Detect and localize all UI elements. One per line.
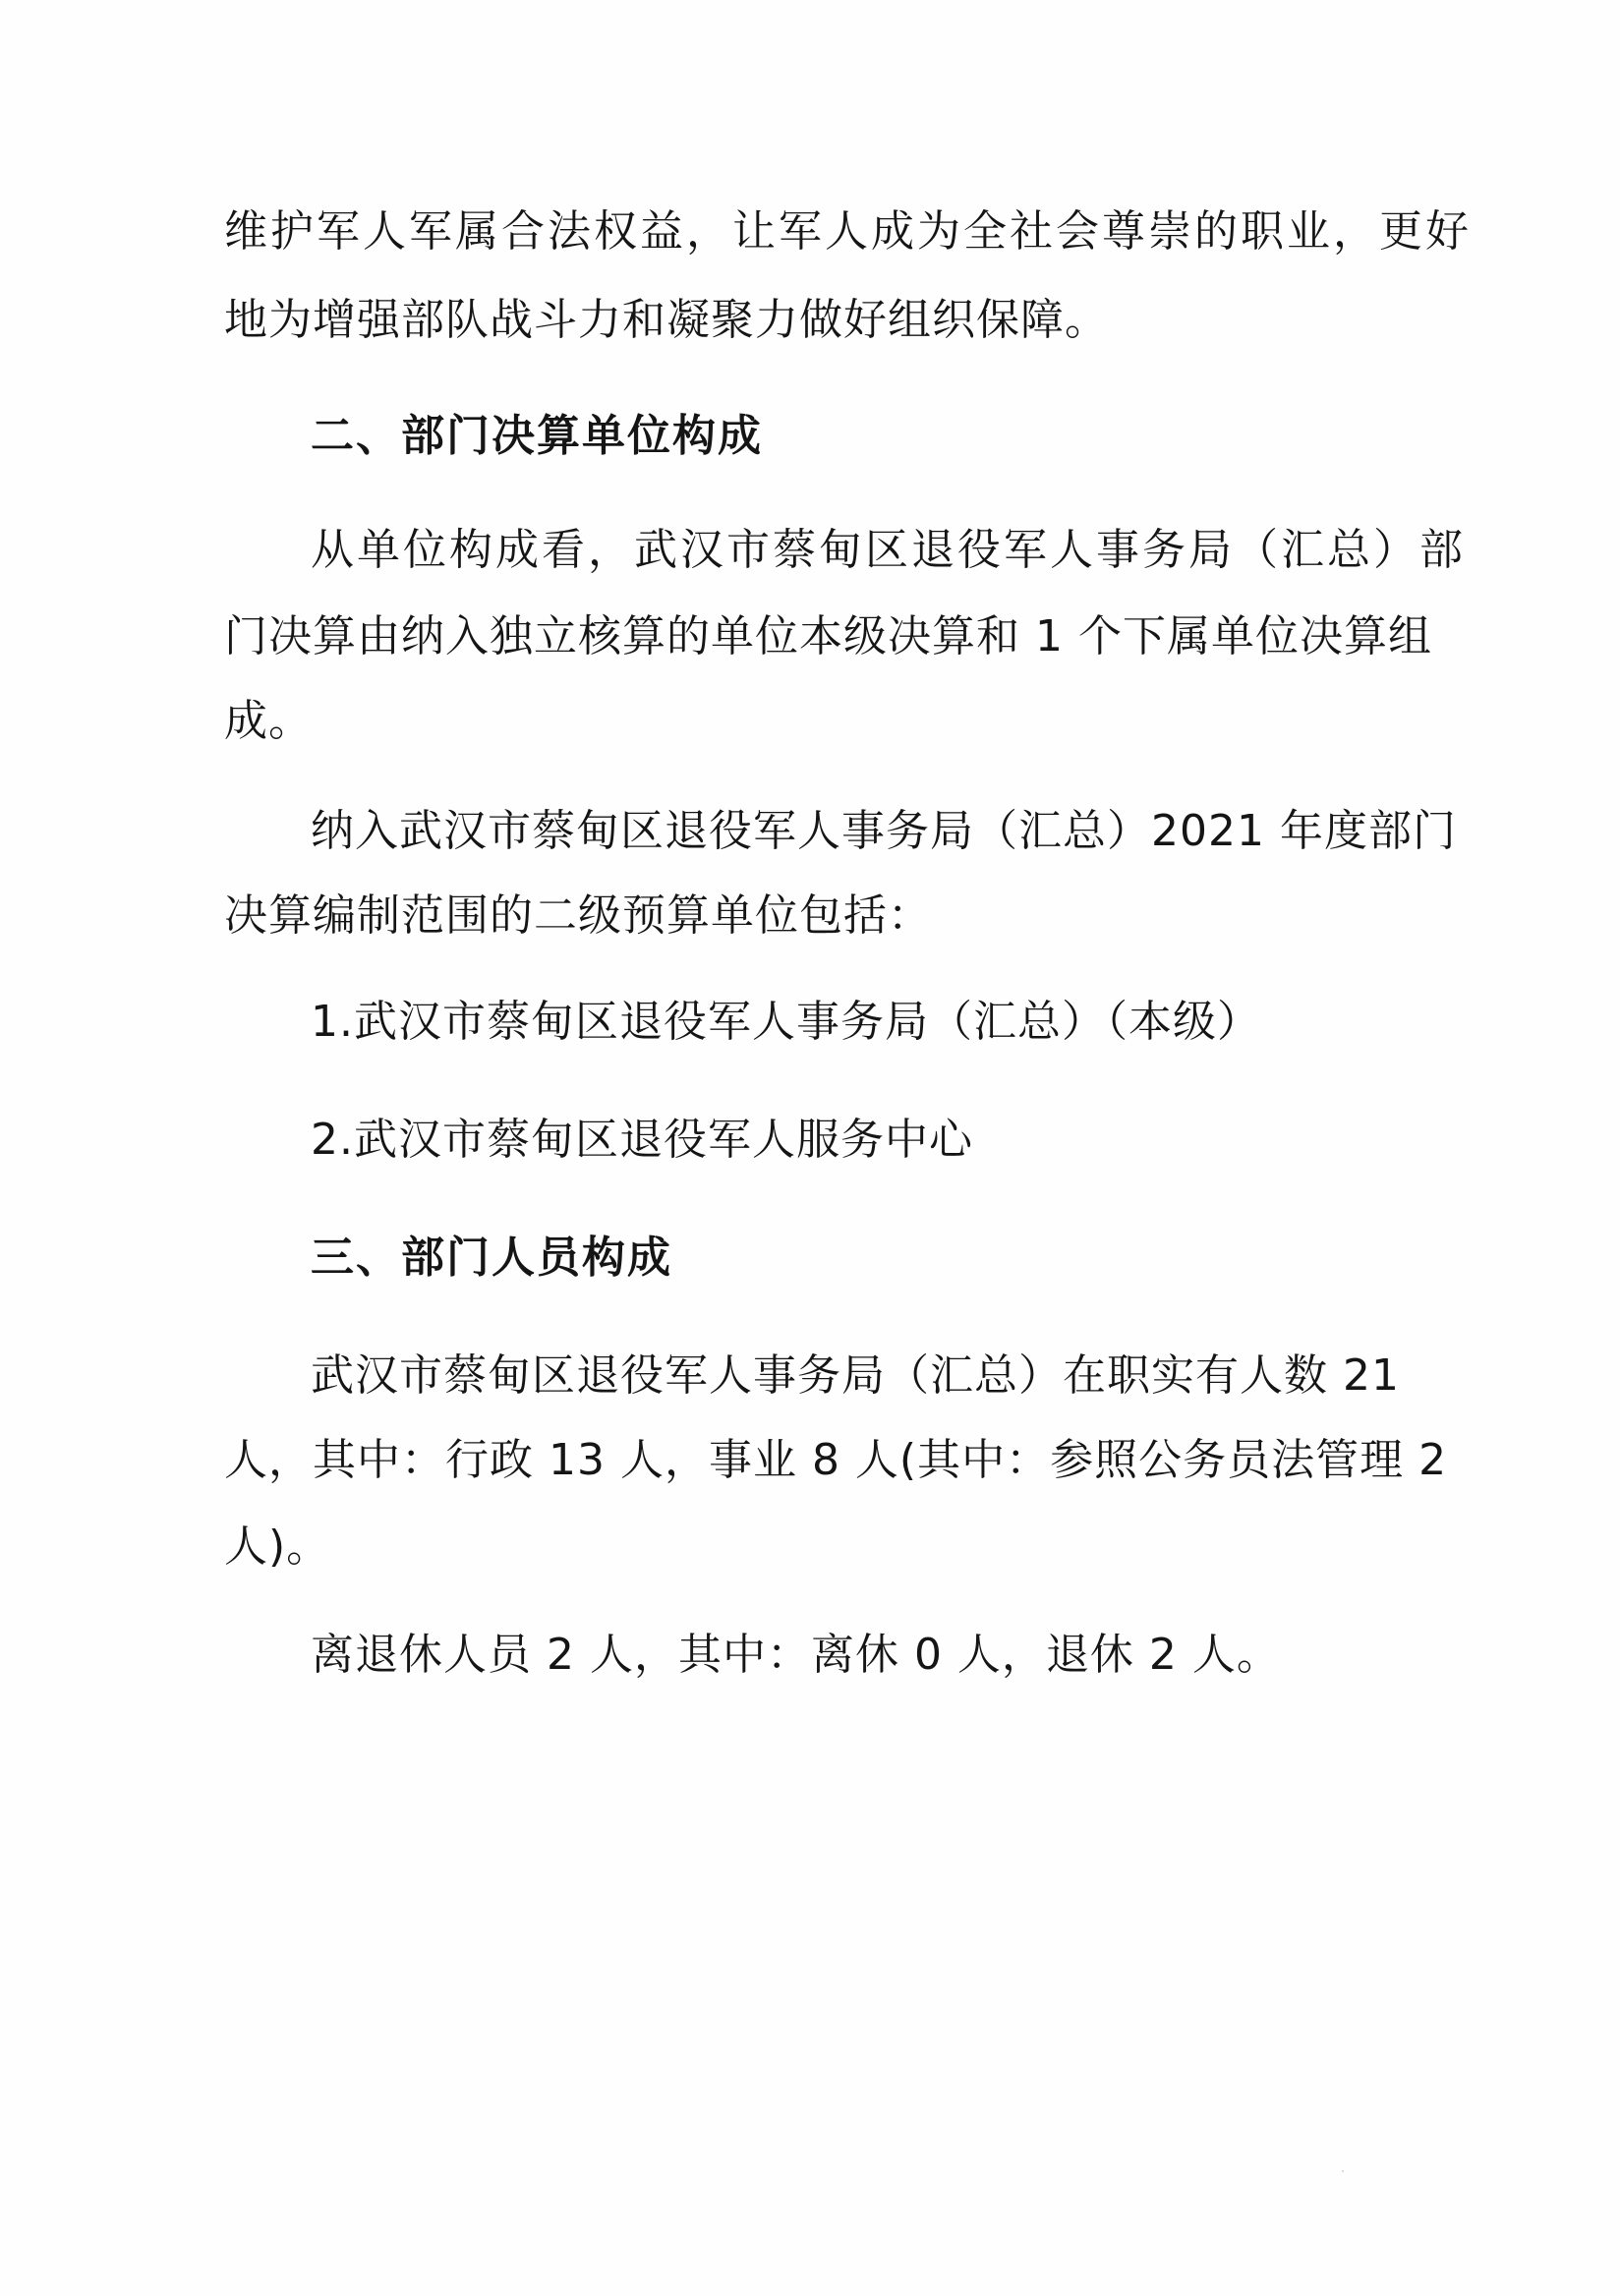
section-heading-personnel: 三、部门人员构成 xyxy=(311,1233,672,1283)
paragraph-line: 人，其中：行政 13 人，事业 8 人(其中：参照公务员法管理 2 xyxy=(224,1435,1448,1485)
paragraph-line: 成。 xyxy=(224,696,313,746)
paragraph-line: 门决算由纳入独立核算的单位本级决算和 1 个下属单位决算组 xyxy=(224,611,1432,661)
paragraph-line: 武汉市蔡甸区退役军人事务局（汇总）在职实有人数 21 xyxy=(311,1350,1400,1401)
paragraph-line: 从单位构成看，武汉市蔡甸区退役军人事务局（汇总）部 xyxy=(311,525,1466,575)
scan-speck xyxy=(1342,2170,1344,2172)
list-item: 2.武汉市蔡甸区退役军人服务中心 xyxy=(311,1115,973,1165)
paragraph-line: 决算编制范围的二级预算单位包括： xyxy=(224,890,932,941)
paragraph-line: 维护军人军属合法权益，让军人成为全社会尊崇的职业，更好 xyxy=(224,206,1472,257)
section-heading-unit-composition: 二、部门决算单位构成 xyxy=(311,411,763,461)
paragraph-line: 地为增强部队战斗力和凝聚力做好组织保障。 xyxy=(224,295,1109,345)
paragraph-line: 人)。 xyxy=(224,1521,331,1572)
paragraph-line: 纳入武汉市蔡甸区退役军人事务局（汇总）2021 年度部门 xyxy=(311,806,1457,856)
paragraph-line: 离退休人员 2 人，其中：离休 0 人，退休 2 人。 xyxy=(311,1630,1281,1680)
list-item: 1.武汉市蔡甸区退役军人事务局（汇总）（本级） xyxy=(311,997,1261,1047)
